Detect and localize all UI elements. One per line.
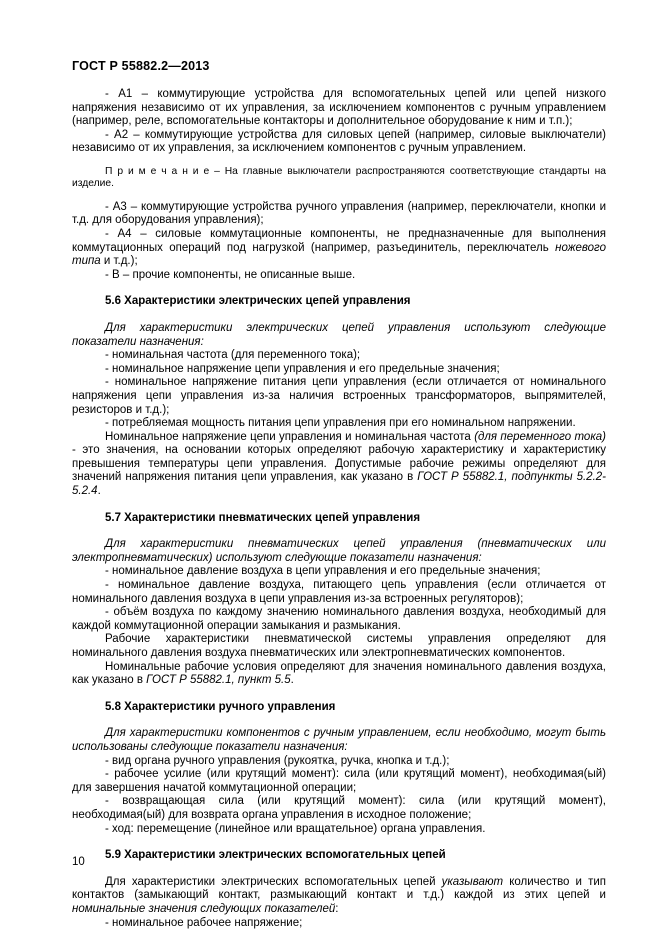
paragraph — [72, 228, 606, 269]
paragraph — [72, 579, 606, 606]
paragraph — [72, 768, 606, 795]
text-run: - вид органа ручного управления (рукоятка, ручка, кнопка и т.д.); — [105, 754, 450, 767]
italic-run: (для переменного тока) — [474, 430, 606, 443]
paragraph — [72, 876, 606, 917]
paragraph — [72, 727, 606, 754]
italic-run: указывают — [441, 875, 504, 888]
document-header: ГОСТ Р 55882.2—2013 — [72, 59, 210, 73]
paragraph — [72, 538, 606, 565]
text-run: : — [335, 902, 339, 915]
page-number: 10 — [72, 856, 85, 868]
document-body — [72, 88, 606, 930]
text-run: Номинальное напряжение цепи управления и номинальная частота — [105, 430, 475, 443]
text-run: - номинальное напряжение питания цепи управления (если отличается от номинального напряжения цепи управления из-за наличия встроенных трансформаторов, выпрямителей, резисторов и т.д.); — [72, 376, 606, 416]
text-run: - номинальное рабочее напряжение; — [105, 916, 303, 929]
text-run: - потребляемая мощность питания цепи управления при его номинальном напряжении. — [105, 417, 576, 430]
italic-run: ГОСТ Р 55882.1, пункт 5.5 — [146, 674, 291, 687]
text-run: - это значения, на основании которых определяют рабочую характеристику и характеристику превышения температуры цепи управления. Допустимые рабочие режимы определяют для значений напряжения питания цепи управления, как указано в — [72, 444, 606, 484]
text-run: - объём воздуха по каждому значению номинального давления воздуха, необходимый для каждой коммутационной операции замыкания и размыкания. — [72, 606, 606, 632]
text-run: - В – прочие компоненты, не описанные выше. — [105, 268, 356, 281]
paragraph — [72, 349, 606, 363]
text-run: Рабочие характеристики пневматической системы управления определяют для номинального давления воздуха пневматических или электропневматических компонентов. — [72, 633, 606, 659]
paragraph — [72, 376, 606, 417]
text-run: - А2 – коммутирующие устройства для силовых цепей (например, силовые выключатели) независимо от их управления, за исключением компонентов с ручным управлением. — [72, 128, 606, 155]
text-run: . — [290, 674, 294, 687]
text-run: 5.6 Характеристики электрических цепей управления — [105, 295, 411, 308]
text-run: - ход: перемещение (линейное или вращательное) органа управления. — [105, 822, 486, 835]
paragraph — [72, 201, 606, 228]
text-run: - А3 – коммутирующие устройства ручного управления (например, переключатели, кнопки и т.д. для оборудования управления); — [72, 200, 606, 227]
italic-run: Для характеристики компонентов с ручным управлением, если необходимо, могут быть использованы следующие показатели назначения: — [72, 727, 606, 753]
italic-run: ножевого типа — [72, 241, 606, 268]
text-run: - номинальное давление воздуха, питающего цепь управления (если отличается от номинального давления воздуха в цепи управления из-за встроенных регуляторов); — [72, 579, 606, 605]
paragraph — [72, 431, 606, 499]
paragraph — [72, 795, 606, 822]
paragraph — [72, 417, 606, 431]
text-run: П р и м е ч а н и е – На главные выключатели распространяются соответствующие стандарты на изделие. — [72, 165, 606, 190]
text-run: 5.8 Характеристики ручного управления — [105, 700, 336, 713]
italic-run: ГОСТ Р 55882.1, подпункты 5.2.2-5.2.4 — [72, 471, 606, 498]
section-heading — [72, 849, 606, 863]
section-heading — [72, 512, 606, 526]
paragraph — [72, 606, 606, 633]
text-run: - номинальное давление воздуха в цепи управления и его предельные значения; — [105, 565, 541, 578]
section-heading — [72, 295, 606, 309]
paragraph — [72, 129, 606, 156]
paragraph — [72, 363, 606, 377]
text-run: Номинальные рабочие условия определяют для значения номинального давления воздуха, как указано в — [72, 660, 606, 687]
paragraph — [72, 88, 606, 129]
note-paragraph — [72, 166, 606, 191]
paragraph — [72, 633, 606, 660]
text-run: - рабочее усилие (или крутящий момент): сила (или крутящий момент), необходимая(ый) для завершения начатой коммутационной операции; — [72, 768, 606, 794]
text-run: . — [97, 485, 101, 498]
paragraph — [72, 917, 606, 931]
section-heading — [72, 701, 606, 715]
paragraph — [72, 661, 606, 688]
text-run: количество и тип контактов (замыкающий контакт, размыкающий контакт и т.д.) каждой из этих цепей и — [72, 875, 606, 902]
paragraph — [72, 565, 606, 579]
paragraph — [72, 823, 606, 837]
text-run: Для характеристики электрических вспомогательных цепей — [105, 875, 442, 888]
text-run: - А4 – силовые коммутационные компоненты, не предназначенные для выполнения коммутационных операций под нагрузкой (например, разъединитель, переключатель — [72, 227, 606, 254]
italic-run: Для характеристики электрических цепей управления используют следующие показатели назначения: — [72, 321, 606, 348]
paragraph — [72, 269, 606, 283]
text-run: и т.д.); — [100, 255, 138, 268]
italic-run: номинальные значения следующих показателей — [72, 902, 336, 915]
text-run: 5.9 Характеристики электрических вспомогательных цепей — [105, 849, 446, 862]
text-run: 5.7 Характеристики пневматических цепей управления — [105, 511, 421, 524]
text-run: - номинальное напряжение цепи управления и его предельные значения; — [105, 362, 500, 375]
paragraph — [72, 755, 606, 769]
paragraph — [72, 322, 606, 349]
text-run: - номинальная частота (для переменного тока); — [105, 349, 361, 362]
italic-run: Для характеристики пневматических цепей управления (пневматических или электропневматических) используют следующие показатели назначения: — [72, 538, 606, 564]
text-run: - возвращающая сила (или крутящий момент): сила (или крутящий момент), необходимая(ый) для возврата органа управления в исходное положение; — [72, 795, 606, 821]
text-run: - А1 – коммутирующие устройства для вспомогательных цепей или цепей низкого напряжения независимо от их управления, за исключением компонентов с ручным управлением (например, реле, вспомогательные контакторы и дополнительное оборудование к ним и т.п.); — [72, 88, 606, 128]
